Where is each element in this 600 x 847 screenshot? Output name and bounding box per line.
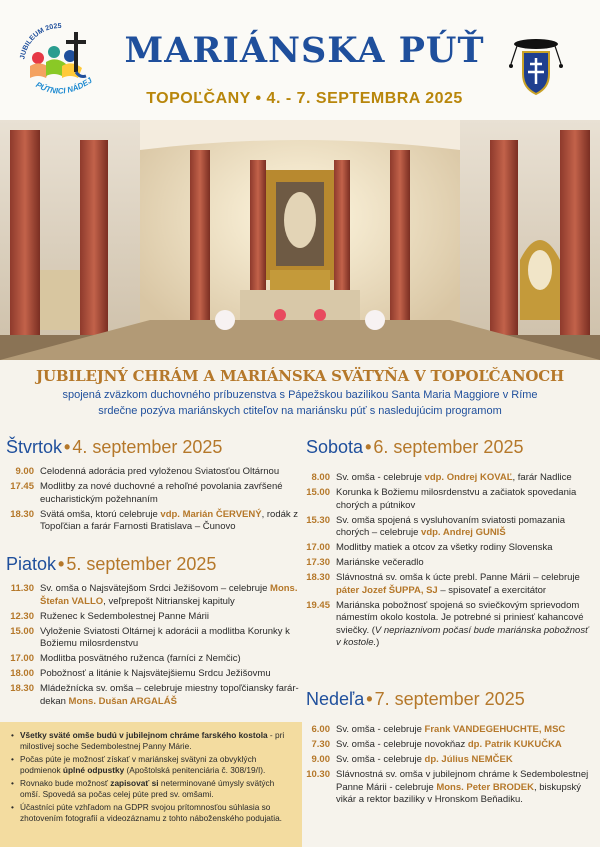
- intro-line-3: srdečne pozýva mariánskych ctiteľov na mariánsku púť s nasledujúcim programom: [98, 405, 502, 417]
- celebrant-name: dp. Július NEMČEK: [424, 754, 513, 765]
- schedule-item: [306, 487, 592, 512]
- schedule-item: [306, 472, 592, 485]
- celebrant-name: Mons. Dušan ARGALÁŠ: [68, 695, 177, 707]
- event-text: Sv. omša o Najsvätejšom Srdci Ježišovom – celebruje: [40, 583, 271, 594]
- event-text: Svätá omša, ktorú celebruje: [40, 508, 161, 520]
- event-time: 15.00: [306, 487, 330, 498]
- event-text: , veľprepošt Nitrianskej kapituly: [103, 595, 235, 607]
- logo-top-text: JUBILEUM 2025: [19, 22, 62, 60]
- event-time: 15.30: [306, 514, 330, 526]
- celebrant-name: Frank VANDEGEHUCHTE, MSC: [424, 724, 566, 735]
- celebrant-name: páter Jozef ŠUPPA, SJ: [336, 584, 438, 596]
- event-time: 18.30: [306, 572, 330, 583]
- day-heading-saturday: Sobota • 6. september 2025: [306, 437, 524, 457]
- day-heading-friday: Piatok • 5. september 2025: [6, 554, 217, 574]
- event-time: 17.00: [306, 542, 330, 553]
- celebrant-name: vdp. Ondrej KOVAĽ: [424, 472, 513, 483]
- note-bold: Všetky sväté omše budú v jubilejnom chráme farského kostola: [20, 730, 268, 740]
- note-text: neterminované úmysly svätých omší. Spovedá sa počas celej púte pred sv. omšami.: [20, 778, 275, 799]
- event-time: 7.30: [311, 739, 330, 750]
- day-name: Nedeľa: [306, 689, 365, 709]
- event-time: 8.00: [311, 472, 330, 483]
- event-time: 10.30: [306, 769, 330, 780]
- event-text: Sv. omša - celebruje novokňaz: [336, 739, 468, 750]
- events-friday: [10, 583, 300, 711]
- intro-title: JUBILEJNÝ CHRÁM A MARIÁNSKA SVÄTYŇA V TOPOĽČANOCH: [36, 367, 564, 385]
- event-description: Pobožnosť a litánie k Najsvätejšiemu Srdcu Ježišovmu: [40, 668, 271, 679]
- event-time: 15.00: [10, 625, 34, 637]
- schedule-item: [306, 739, 592, 752]
- jubilee-logo-icon: [10, 12, 110, 112]
- event-description: [336, 472, 572, 485]
- event-time: 17.00: [10, 653, 34, 664]
- schedule-item: [10, 653, 300, 666]
- event-text: Sv. omša - celebruje: [336, 754, 425, 765]
- header: [0, 0, 600, 120]
- note-text: Rovnako bude možnosť: [20, 778, 111, 788]
- event-description: Vyloženie Sviatosti Oltárnej k adorácii a modlitba Korunky k Božiemu milosrdenstvu: [40, 625, 290, 649]
- event-text: Sv. omša spojená s vysluhovaním sviatosti pomazania chorých – celebruje: [336, 514, 565, 538]
- event-text: – spisovateľ a exercitátor: [437, 584, 547, 596]
- page-title: MARIÁNSKA PÚŤ: [124, 30, 485, 71]
- event-time: 18.00: [10, 668, 34, 679]
- event-description: [40, 683, 300, 708]
- note-text: Účastníci púte vzhľadom na GDPR svojou prítomnosťou súhlasia so zhotovením fotografií a videozáznamu z tohto náboženského podujatia.: [20, 802, 282, 823]
- event-time: 17.45: [10, 481, 34, 492]
- event-description: [40, 509, 300, 534]
- schedule-item: [10, 626, 300, 651]
- schedule-item: [306, 572, 592, 597]
- celebrant-name: Mons. Peter BRODEK: [436, 781, 534, 793]
- event-description: [336, 754, 513, 767]
- schedule-item: [10, 509, 300, 534]
- schedule-item: [306, 724, 592, 737]
- event-time: 18.30: [10, 683, 34, 694]
- schedule-item: [10, 481, 300, 506]
- event-description: [40, 583, 300, 608]
- schedule-item: [10, 583, 300, 608]
- event-description: Celodenná adorácia pred vyloženou Sviatosťou Oltárnou: [40, 466, 280, 477]
- day-name: Štvrtok: [6, 437, 63, 457]
- schedule-item: [10, 466, 300, 479]
- day-name: Sobota: [306, 437, 364, 457]
- event-description: Modlitby za nové duchovné a rehoľné povolania zavŕšené eucharistickým požehnaním: [40, 481, 283, 505]
- day-heading-sunday: Nedeľa • 7. september 2025: [306, 689, 525, 709]
- note-item: [20, 778, 294, 799]
- event-text: Mládežnícka sv. omša – celebruje miestny topoľčiansky farár-dekan: [40, 683, 299, 707]
- celebrant-name: Mons. Štefan VALLO: [40, 583, 298, 607]
- note-text: Počas púte je možnosť získať v mariánskej svätyni za obvyklých podmienok: [20, 754, 257, 775]
- page-subtitle: TOPOĽČANY • 4. - 7. SEPTEMBRA 2025: [146, 90, 463, 107]
- event-description: Korunka k Božiemu milosrdenstvu a začiatok spovedania chorých a pútnikov: [336, 487, 577, 511]
- event-text: Slávnostná sv. omša v jubilejnom chráme k Sedembolestnej Panne Márii - celebruje: [336, 769, 589, 793]
- event-time: 18.30: [10, 508, 34, 520]
- event-time: 12.30: [10, 610, 34, 622]
- event-description: [336, 739, 562, 752]
- day-name: Piatok: [6, 554, 57, 574]
- notes-box: [0, 722, 302, 847]
- event-time: 9.00: [15, 466, 34, 477]
- logo-bottom-text: PÚTNICI NÁDEJ: [34, 75, 94, 96]
- event-description: Modlitba posvätného ruženca (farníci z Nemčic): [40, 653, 241, 664]
- celebrant-name: vdp. Andrej GUNIŠ: [421, 527, 506, 538]
- day-date: 7. september 2025: [374, 689, 525, 709]
- note-text: - pri milostivej soche Sedembolestnej Panny Márie.: [20, 730, 285, 751]
- event-description: [336, 769, 592, 807]
- note-item: [20, 754, 294, 775]
- day-date: 6. september 2025: [373, 437, 524, 457]
- event-text: , rodák z Topoľčian a farár Farnosti Bratislava – Čunovo: [40, 508, 299, 532]
- event-description: Ruženec k Sedembolestnej Panne Márii: [40, 610, 209, 622]
- note-item: [20, 802, 294, 823]
- schedule-item: [10, 683, 300, 708]
- event-description: Mariánske večeradlo: [336, 557, 424, 568]
- schedule-item: [306, 754, 592, 767]
- event-time: 11.30: [10, 583, 34, 594]
- event-text: Slávnostná sv. omša k úcte prebl. Panne Márii – celebruje: [336, 572, 580, 583]
- event-text: Sv. omša - celebruje: [336, 472, 425, 483]
- events-thursday: [10, 466, 300, 536]
- day-heading-thursday: Štvrtok • 4. september 2025: [6, 437, 223, 457]
- event-time: 19.45: [306, 599, 330, 611]
- schedule-item: [306, 542, 592, 555]
- event-note: V nepriaznivom počasí bude mariánska pobožnosť v kostole.: [336, 624, 589, 648]
- schedule-item: [306, 515, 592, 540]
- events-sunday: [306, 724, 592, 809]
- intro-line-2: spojená zväzkom duchovného príbuzenstva s Pápežskou bazilikou Santa Maria Maggiore v Ríme: [62, 389, 538, 401]
- event-text: ): [376, 637, 380, 648]
- event-text: , farár Nadlice: [512, 472, 572, 483]
- event-text: Sv. omša - celebruje: [336, 724, 425, 735]
- celebrant-name: dp. Patrik KUKUČKA: [467, 739, 562, 750]
- church-interior-photo: [0, 120, 600, 360]
- bishop-coat-of-arms-icon: [505, 34, 567, 96]
- event-time: 6.00: [311, 724, 330, 735]
- event-text: , biskupský vikár a rektor baziliky v Hronskom Beňadiku.: [336, 781, 581, 805]
- day-date: 4. september 2025: [72, 437, 223, 457]
- event-description: [336, 572, 592, 597]
- note-text: (Apoštolská penitenciária č. 308/19/I).: [124, 764, 266, 775]
- schedule-item: [10, 611, 300, 624]
- event-description: [336, 724, 565, 737]
- event-description: [336, 600, 592, 650]
- event-text: Mariánska pobožnosť spojená so sviečkovým sprievodom námestím okolo kostola. Je potrebné si priniesť kahancové sviečky. (: [336, 599, 584, 636]
- schedule-item: [306, 769, 592, 807]
- note-bold: zapisovať si: [110, 778, 159, 788]
- schedule-item: [306, 600, 592, 650]
- note-item: [20, 730, 294, 751]
- event-time: 9.00: [311, 754, 330, 765]
- day-date: 5. september 2025: [66, 554, 217, 574]
- schedule-item: [10, 668, 300, 681]
- schedule-item: [306, 557, 592, 570]
- celebrant-name: vdp. Marián ČERVENÝ: [160, 508, 262, 520]
- events-saturday: [306, 472, 592, 652]
- event-description: Modlitby matiek a otcov za všetky rodiny Slovenska: [336, 542, 553, 553]
- event-description: [336, 515, 592, 540]
- event-time: 17.30: [306, 557, 330, 568]
- note-bold: úplné odpustky: [62, 764, 125, 775]
